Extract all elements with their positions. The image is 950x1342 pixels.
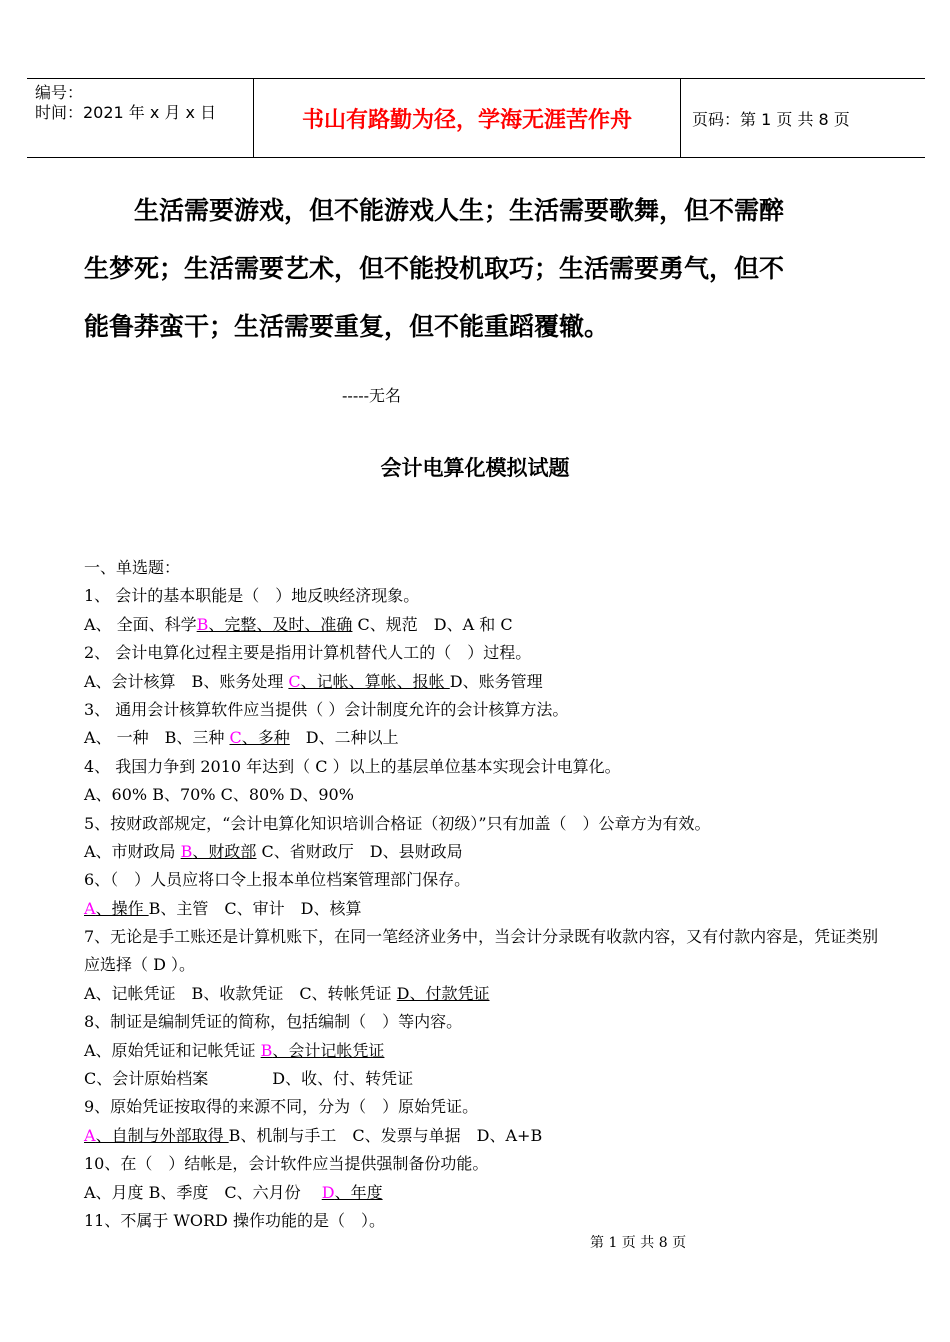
question: 5、按财政部规定，“会计电算化知识培训合格证（初级）”只有加盖（ ）公章方为有效。 — [84, 813, 711, 833]
motto: 书山有路勤为径，学海无涯苦作舟 — [301, 108, 632, 133]
answer — [84, 899, 149, 918]
option-text: C、省财政厅 D、县财政局 — [256, 841, 463, 861]
answer — [397, 984, 490, 1003]
number-label: 编号： — [35, 83, 84, 102]
option-text: B、主管 C、审计 D、核算 — [148, 898, 362, 918]
question: 8、制证是编制凭证的简称，包括编制（ ）等内容。 — [84, 1012, 463, 1032]
answer-text: 、自制与外部取得 — [95, 1125, 229, 1145]
options — [84, 838, 884, 866]
answer — [230, 728, 290, 747]
answer — [181, 842, 257, 861]
exam-title: 会计电算化模拟试题 — [380, 456, 570, 480]
option-text: A、 全面、科学 — [84, 614, 197, 634]
answer — [84, 1126, 229, 1145]
options — [84, 1122, 884, 1150]
answer — [288, 672, 449, 691]
answer — [197, 615, 353, 634]
options — [84, 668, 884, 696]
question: 2、 会计电算化过程主要是指用计算机替代人工的（ ）过程。 — [84, 643, 532, 663]
options — [84, 1179, 884, 1207]
answer-text: 、财政部 — [192, 841, 257, 861]
option-text: B、机制与手工 C、发票与单据 D、A+B — [228, 1125, 543, 1145]
quote-line: 生梦死；生活需要艺术，但不能投机取巧；生活需要勇气，但不 — [84, 254, 785, 283]
quote — [84, 182, 874, 356]
answer-text: 、操作 — [95, 898, 149, 918]
answer-text: 、记帐、算帐、报帐 — [300, 671, 450, 691]
question: 11、不属于 WORD 操作功能的是（ ）。 — [84, 1211, 385, 1231]
question: 6、（ ）人员应将口令上报本单位档案管理部门保存。 — [84, 870, 471, 890]
option-text: D、账务管理 — [449, 671, 543, 691]
options — [84, 895, 884, 923]
question: 10、在（ ）结帐是，会计软件应当提供强制备份功能。 — [84, 1154, 489, 1174]
answer-letter: A — [84, 898, 96, 918]
header-page-cell — [680, 79, 925, 157]
answer-letter: B — [180, 841, 193, 861]
option-text: D、二种以上 — [289, 728, 399, 748]
question: 9、原始凭证按取得的来源不同，分为（ ）原始凭证。 — [84, 1097, 479, 1117]
option-text: A、 一种 B、三种 — [84, 728, 230, 748]
answer-text: 、完整、及时、准确 — [208, 614, 353, 634]
page-label: 页码：第 1 页 共 8 页 — [692, 110, 850, 129]
answer-text: 、多种 — [241, 728, 290, 748]
option-text: A、原始凭证和记帐凭证 — [84, 1040, 261, 1060]
options: A、60% B、70% C、80% D、90% — [84, 785, 354, 805]
answer-text: 、年度 — [334, 1182, 383, 1202]
header-motto-cell — [253, 79, 681, 157]
option-text: A、市财政局 — [84, 841, 181, 861]
answer-letter: D — [321, 1182, 335, 1202]
option-text: A、月度 B、季度 C、六月份 — [84, 1182, 322, 1202]
answer-letter: C — [288, 671, 301, 691]
answer-letter: B — [260, 1040, 273, 1060]
answer — [322, 1183, 383, 1202]
question: 3、 通用会计核算软件应当提供（ ）会计制度允许的会计核算方法。 — [84, 699, 569, 719]
quote-line: 能鲁莽蛮干；生活需要重复，但不能重蹈覆辙。 — [84, 312, 610, 341]
answer-letter: A — [84, 1125, 96, 1145]
answer-letter: C — [229, 728, 242, 748]
question: 1、 会计的基本职能是（ ）地反映经济现象。 — [84, 586, 420, 606]
option-text: A、会计核算 B、账务处理 — [84, 671, 289, 691]
options — [84, 980, 884, 1008]
answer — [261, 1041, 385, 1060]
option-text: A、记帐凭证 B、收款凭证 C、转帐凭证 — [84, 983, 397, 1003]
options — [84, 611, 884, 639]
option-text: C、规范 D、A 和 C — [352, 614, 513, 634]
quote-line: 生活需要游戏，但不能游戏人生；生活需要歌舞，但不需醉 — [84, 196, 785, 225]
page-footer: 第 1 页 共 8 页 — [590, 1235, 687, 1251]
time-label: 时间：2021 年 x 月 x 日 — [35, 103, 217, 122]
question: 4、 我国力争到 2010 年达到（ C ）以上的基层单位基本实现会计电算化。 — [84, 756, 621, 776]
answer-text: 、会计记帐凭证 — [272, 1040, 385, 1060]
options — [84, 1037, 884, 1065]
page-header — [27, 78, 925, 158]
answer-letter: B — [196, 614, 209, 634]
question: 7、无论是手工账还是计算机账下，在同一笔经济业务中，当会计分录既有收款内容，又有付款内容是，凭证类别应选择（ D ）。 — [84, 927, 879, 975]
quote-author: -----无名 — [342, 386, 402, 405]
answer-text: D、付款凭证 — [396, 983, 490, 1003]
question-list — [84, 554, 884, 1235]
section-heading: 一、单选题： — [84, 558, 181, 577]
header-left-cell — [27, 79, 253, 157]
options — [84, 724, 884, 752]
options: C、会计原始档案 D、收、付、转凭证 — [84, 1069, 414, 1089]
